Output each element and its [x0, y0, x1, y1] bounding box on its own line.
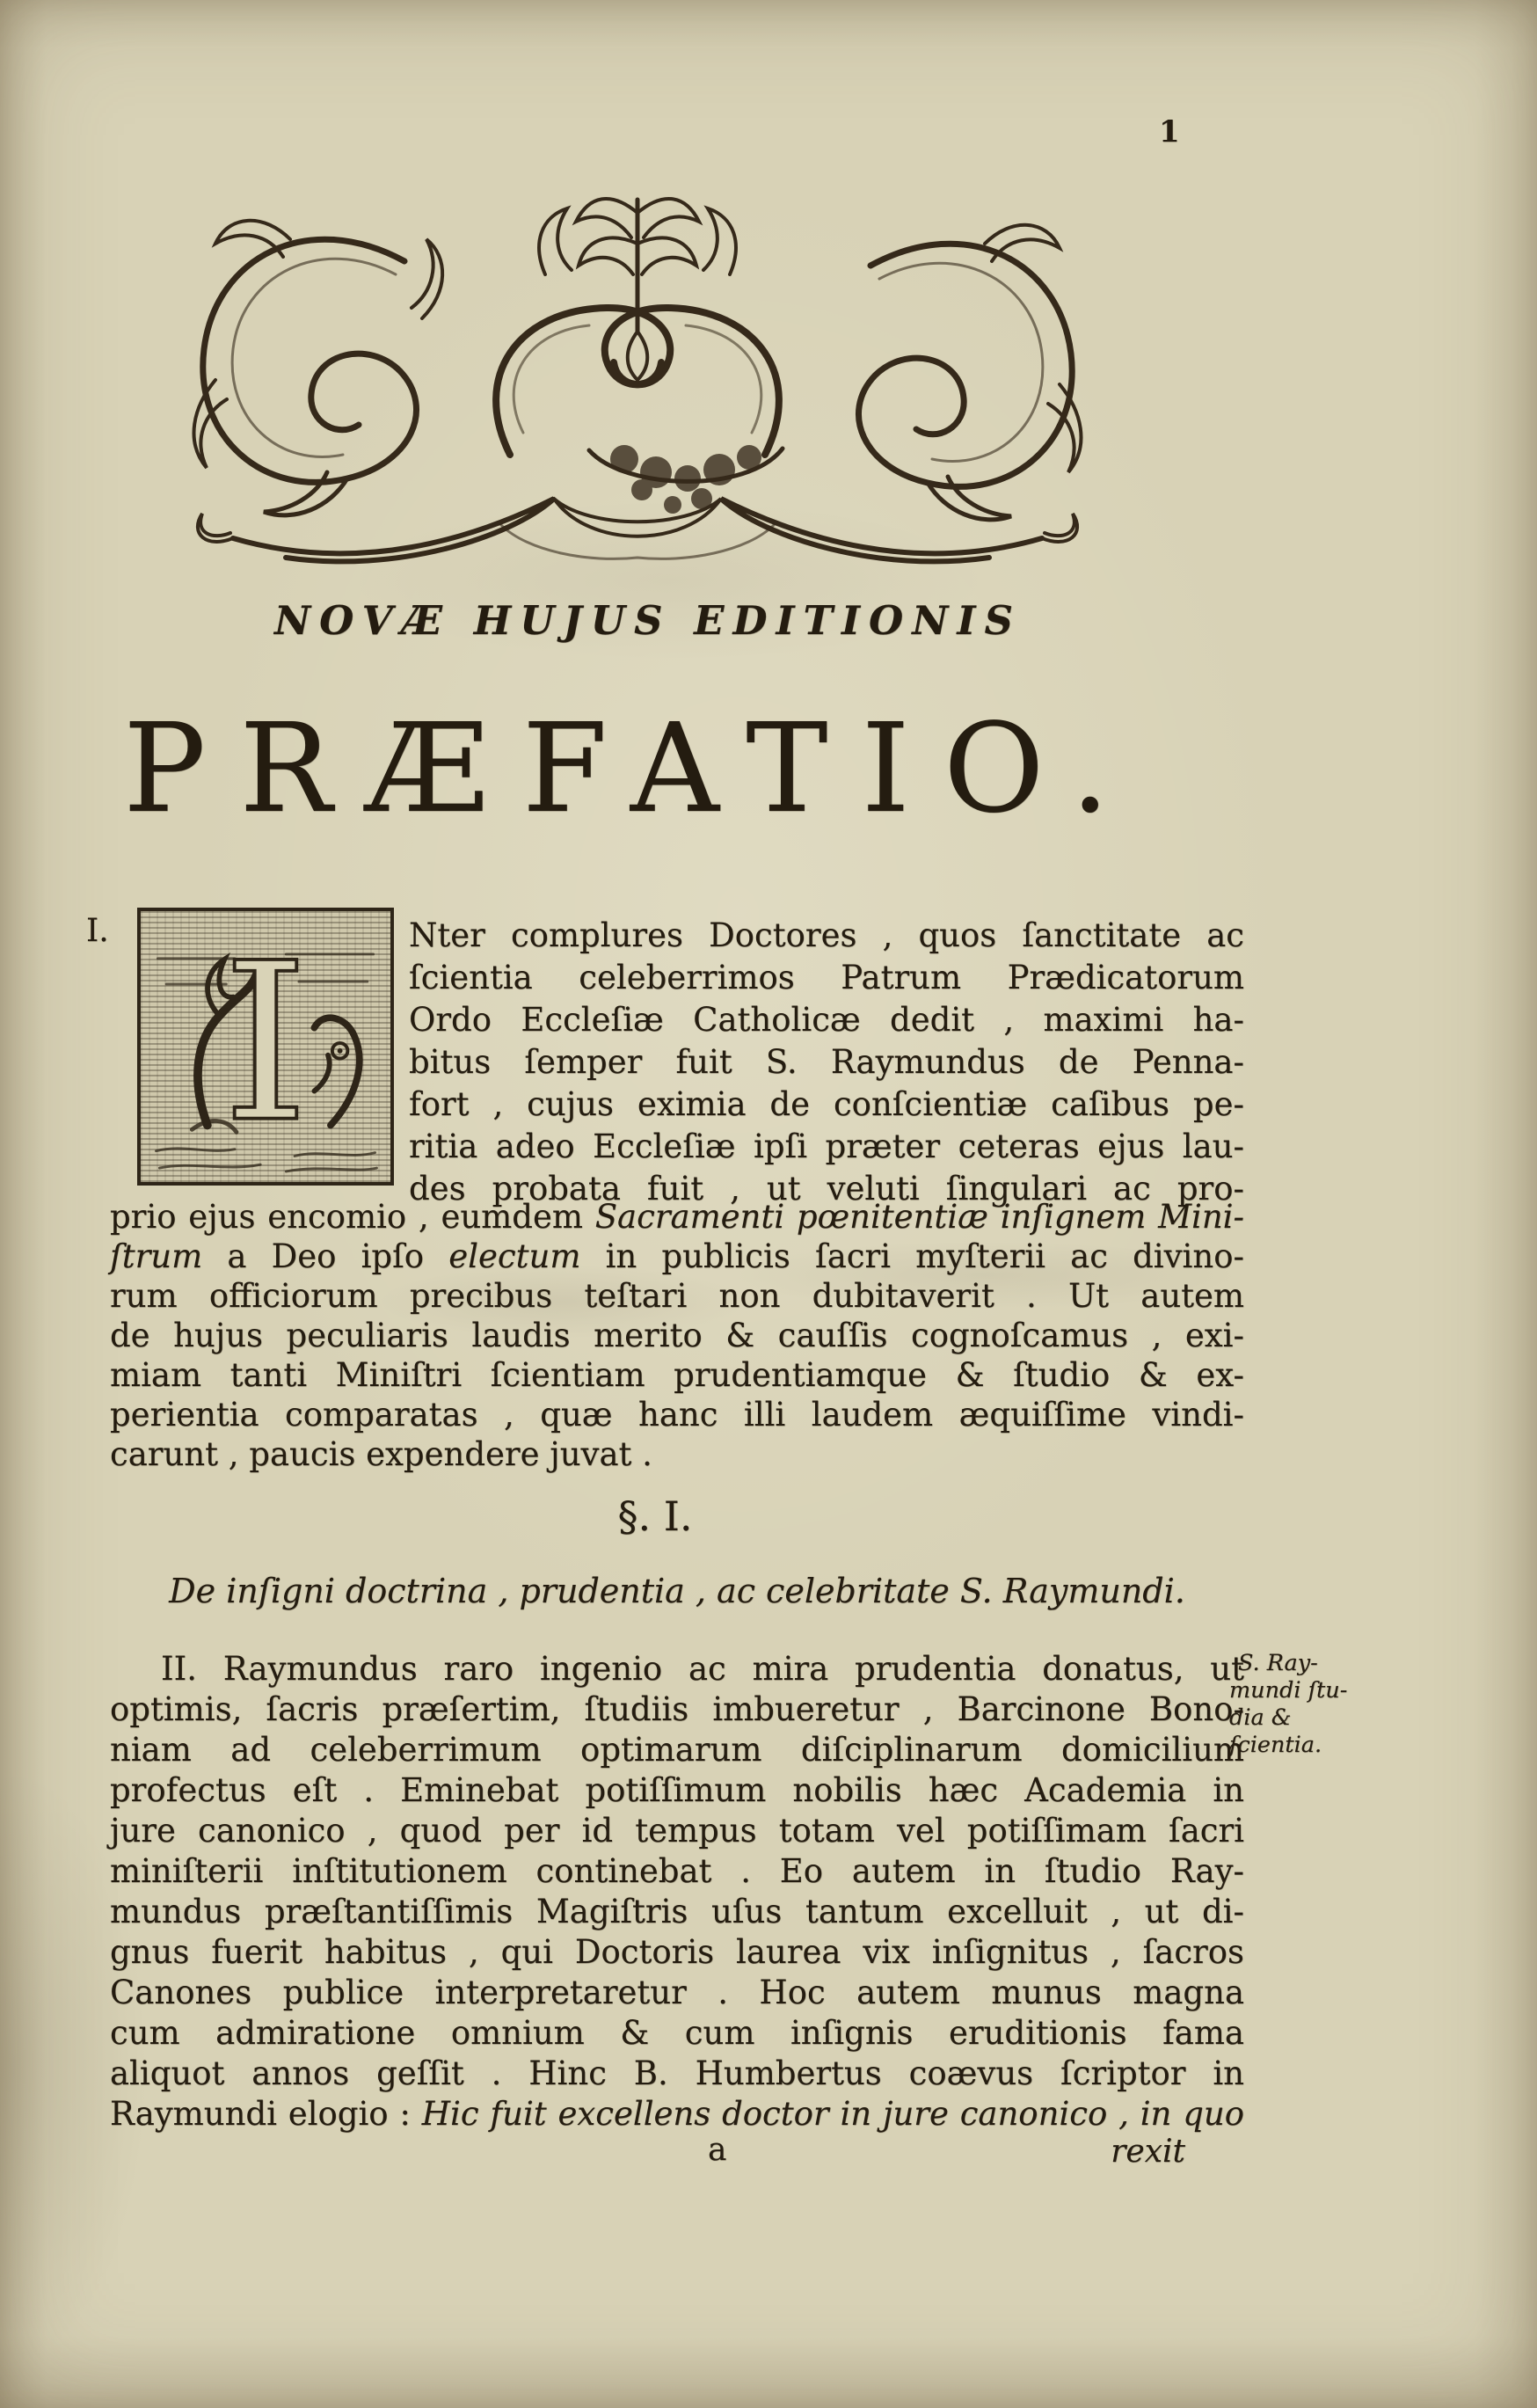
- drop-cap-initial: [137, 908, 394, 1186]
- roman-text: dia &: [1229, 1704, 1292, 1731]
- roman-text: carunt , paucis expendere juvat .: [110, 1435, 652, 1473]
- text-line: [110, 1649, 1244, 1689]
- roman-text: profectus eſt . Eminebat potiſſimum nobilis hæc Academia in: [110, 1771, 1244, 1809]
- roman-text: Raymundi elogio :: [110, 2095, 422, 2133]
- roman-text: optimis, ſacris præſertim, ſtudiis imbueretur , Barcinone Bono-: [110, 1690, 1244, 1728]
- paragraph-2: [110, 1649, 1244, 2134]
- roman-text: jure canonico , quod per id tempus totam vel potiſſimam ſacri: [110, 1812, 1244, 1850]
- roman-text: Ordo Eccleſiæ Catholicæ dedit , maximi ha-: [409, 1001, 1244, 1039]
- text-line: [409, 999, 1244, 1041]
- text-line: [110, 1355, 1244, 1395]
- roman-text: II. Raymundus raro ingenio ac mira prudentia donatus, ut: [161, 1650, 1244, 1688]
- acanthus-headpiece-icon: [132, 160, 1143, 573]
- series-title: NOVÆ HUJUS EDITIONIS: [274, 597, 1022, 644]
- drop-cap-letter: I: [222, 916, 309, 1171]
- section-mark: §. I.: [617, 1492, 693, 1540]
- roman-text: fort , cujus eximia de conſcientiæ caſibus pe-: [409, 1085, 1244, 1123]
- page-title: PRÆFATIO.: [123, 697, 1143, 841]
- roman-text: ſcientia.: [1229, 1732, 1322, 1758]
- roman-text: gnus fuerit habitus , qui Doctoris laurea vix inſignitus , ſacros: [110, 1933, 1244, 1971]
- text-line: [1229, 1732, 1392, 1759]
- italic-text: Hic fuit excellens doctor in jure canonico , in quo: [421, 2095, 1244, 2133]
- text-line: [1229, 1650, 1392, 1677]
- text-line: [409, 1041, 1244, 1084]
- roman-text: rum officiorum precibus teſtari non dubitaverit . Ut autem: [110, 1277, 1244, 1315]
- text-line: [110, 1689, 1244, 1730]
- signature-mark: a: [708, 2132, 727, 2168]
- italic-text: ſtrum: [110, 1237, 203, 1275]
- roman-text: miam tanti Miniſtri ſcientiam prudentiamque & ſtudio & ex-: [110, 1356, 1244, 1394]
- italic-text: electum: [448, 1237, 581, 1275]
- text-line: [409, 1126, 1244, 1168]
- page-number: 1: [1159, 114, 1181, 150]
- roman-text: Canones publice interpretaretur . Hoc autem munus magna: [110, 1974, 1244, 2011]
- catchword: rexit: [1111, 2134, 1185, 2170]
- text-line: [110, 1276, 1244, 1316]
- text-line: [110, 1237, 1244, 1276]
- roman-text: a Deo ipſo: [202, 1237, 449, 1275]
- roman-text: S. Ray-: [1238, 1650, 1318, 1676]
- roman-text: de hujus peculiaris laudis merito & cauſſis cognoſcamus , exi-: [110, 1317, 1244, 1354]
- text-line: [409, 957, 1244, 999]
- roman-text: niam ad celeberrimum optimarum diſciplinarum domicilium: [110, 1731, 1244, 1769]
- text-line: [110, 1770, 1244, 1811]
- text-line: [110, 1316, 1244, 1355]
- paragraph-1-beside-dropcap: [409, 915, 1244, 1210]
- roman-text: prio ejus encomio , eumdem: [110, 1198, 595, 1236]
- text-line: [110, 1730, 1244, 1770]
- text-line: [110, 2013, 1244, 2054]
- text-line: [110, 2054, 1244, 2094]
- text-line: [110, 1434, 1244, 1474]
- margin-paragraph-number: I.: [86, 913, 109, 949]
- text-line: [1229, 1677, 1392, 1704]
- text-line: [110, 1851, 1244, 1892]
- roman-text: miniſterii inſtitutionem continebat . Eo autem in ſtudio Ray-: [110, 1852, 1244, 1890]
- roman-text: Nter complures Doctores , quos ſanctitate ac: [409, 916, 1244, 954]
- text-line: [110, 1973, 1244, 2013]
- text-line: [110, 1811, 1244, 1851]
- roman-text: bitus ſemper fuit S. Raymundus de Penna-: [409, 1043, 1244, 1081]
- margin-note: [1229, 1650, 1392, 1759]
- roman-text: cum admiratione omnium & cum inſignis eruditionis fama: [110, 2014, 1244, 2052]
- text-line: [409, 1084, 1244, 1126]
- text-line: [1229, 1704, 1392, 1732]
- text-line: [110, 1892, 1244, 1932]
- text-line: [110, 2094, 1244, 2134]
- roman-text: aliquot annos geſſit . Hinc B. Humbertus coævus ſcriptor in: [110, 2054, 1244, 2092]
- woodcut-initial-icon: [141, 911, 390, 1182]
- roman-text: mundi ſtu-: [1229, 1677, 1348, 1704]
- text-line: [409, 915, 1244, 957]
- text-line: [110, 1197, 1244, 1237]
- paragraph-1-full-width: [110, 1197, 1244, 1474]
- text-line: [110, 1395, 1244, 1434]
- text-line: [110, 1932, 1244, 1973]
- italic-text: Sacramenti pœnitentiæ inſignem Mini-: [594, 1198, 1244, 1236]
- headpiece-engraving: [132, 160, 1143, 573]
- roman-text: ſcientia celeberrimos Patrum Prædicatorum: [409, 959, 1244, 996]
- roman-text: des probata fuit , ut veluti ſingulari ac pro-: [409, 1170, 1244, 1208]
- roman-text: in publicis ſacri myſterii ac divino-: [580, 1237, 1244, 1275]
- roman-text: ritia adeo Eccleſiæ ipſi præter ceteras ejus lau-: [409, 1127, 1244, 1165]
- roman-text: mundus præſtantiſſimis Magiſtris uſus tantum excelluit , ut di-: [110, 1893, 1244, 1930]
- section-heading: De inſigni doctrina , prudentia , ac celebritate S. Raymundi.: [169, 1572, 1185, 1610]
- roman-text: perientia comparatas , quæ hanc illi laudem æquiſſime vindi-: [110, 1396, 1244, 1434]
